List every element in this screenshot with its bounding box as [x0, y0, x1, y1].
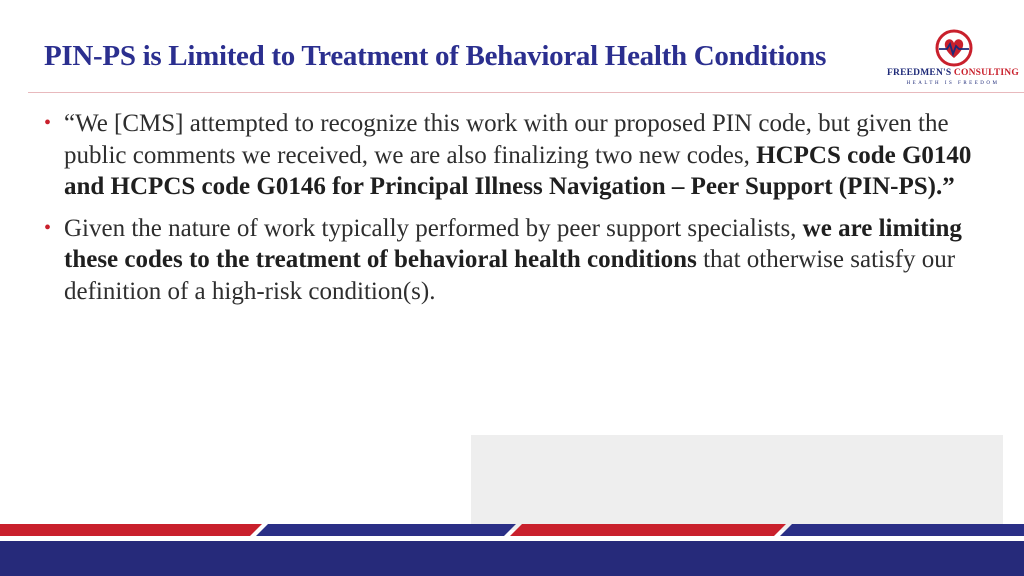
bullet-text-1a: “We [CMS] attempted to recognize this work with our proposed PIN code, but given the public comments we received, we are also finalizing two new codes,	[64, 110, 949, 169]
footer-stripe-navy-1	[256, 524, 516, 536]
footer-gap	[0, 536, 1024, 541]
bullet-text-2b: we are limiting these codes to the treatment of behavioral health conditions	[64, 214, 962, 273]
bullet-text-2c: that otherwise satisfy our definition of a high-risk condition(s).	[64, 246, 956, 305]
bullet-item	[44, 108, 1004, 203]
placeholder-panel	[471, 435, 1003, 530]
footer-stripes	[0, 524, 1024, 576]
company-logo	[886, 28, 1020, 88]
heart-pulse-icon	[934, 28, 974, 68]
footer-stripe-navy-2	[780, 524, 1024, 536]
footer-bar	[0, 541, 1024, 576]
bullet-item	[44, 213, 1004, 308]
title-divider	[28, 92, 1024, 93]
logo-tagline: HEALTH IS FREEDOM	[906, 81, 1000, 86]
footer-stripe-red-1	[0, 524, 262, 536]
bullet-dot-icon: •	[44, 112, 52, 134]
bullet-dot-icon: •	[44, 216, 52, 239]
bullet-list	[44, 108, 1004, 317]
logo-name-accent: CONSULTING	[953, 68, 1019, 78]
bullet-text-2a: Given the nature of work typically performed by peer support specialists,	[64, 214, 803, 242]
logo-name-main: FREEDMEN'S	[887, 68, 952, 78]
footer-stripe-red-2	[510, 524, 786, 536]
logo-name	[886, 68, 1020, 78]
bullet-text-1b: HCPCS code G0140 and HCPCS code G0146 for Principal Illness Navigation – Peer Support (PIN-PS).”	[64, 141, 972, 200]
slide-title: PIN-PS is Limited to Treatment of Behavioral Health Conditions	[44, 40, 827, 72]
